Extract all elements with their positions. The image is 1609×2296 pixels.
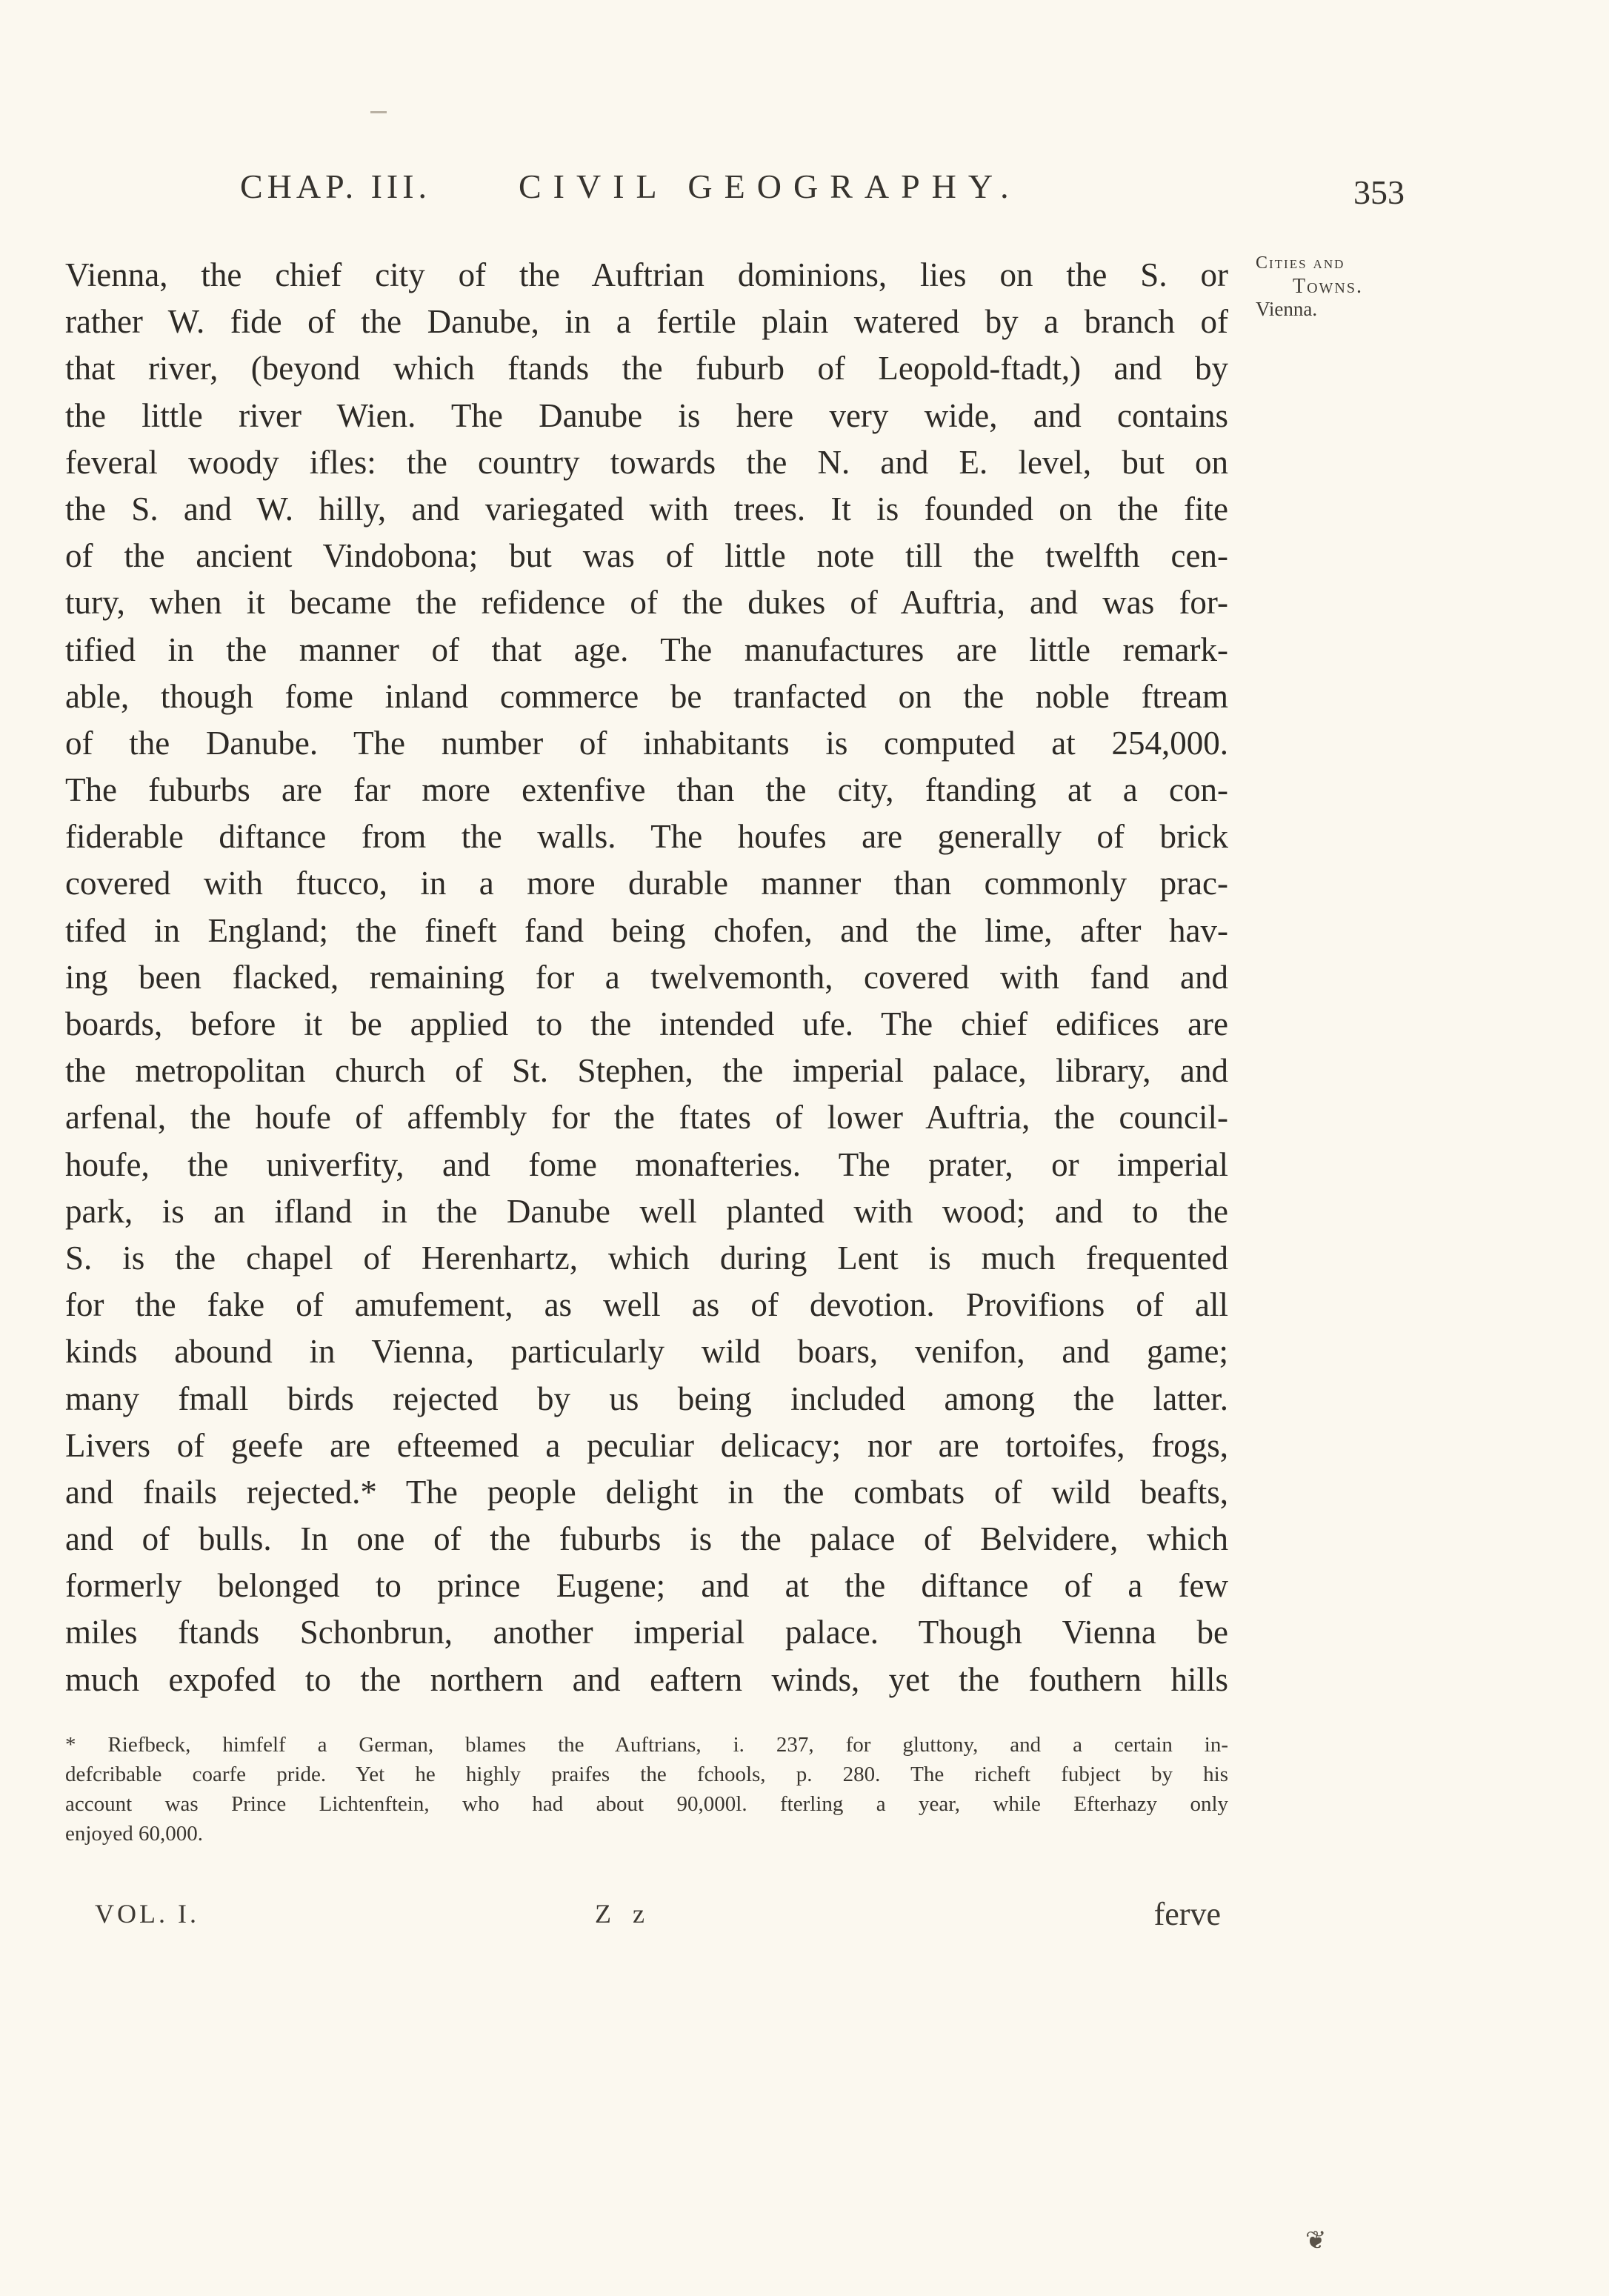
text-line: much expofed to the northern and eaftern winds, yet the fouthern hills xyxy=(65,1660,1228,1698)
footnote-line: account was Prince Lichtenftein, who had about 90,000l. fterling a year, while Efterhazy only xyxy=(65,1792,1228,1816)
text-line: covered with ftucco, in a more durable manner than commonly prac- xyxy=(65,865,1228,902)
footnote-line: defcribable coarfe pride. Yet he highly praifes the fchools, p. 280. The richeft fubject by his xyxy=(65,1763,1228,1786)
margin-note-line: Vienna. xyxy=(1256,298,1318,320)
ornament-icon: ❦ xyxy=(1305,2227,1327,2255)
margin-note xyxy=(1256,252,1426,321)
text-line: of the Danube. The number of inhabitants is computed at 254,000. xyxy=(65,724,1228,762)
text-line: formerly belonged to prince Eugene; and at the diftance of a few xyxy=(65,1567,1228,1605)
page-footer xyxy=(65,1898,1228,1935)
text-line: The fuburbs are far more extenfive than the city, ftanding at a con- xyxy=(65,771,1228,809)
text-line: S. is the chapel of Herenhartz, which during Lent is much frequented xyxy=(65,1239,1228,1277)
text-line: park, is an ifland in the Danube well planted with wood; and to the xyxy=(65,1192,1228,1230)
text-line: feveral woody ifles: the country towards the N. and E. level, but on xyxy=(65,443,1228,481)
text-line: ing been flacked, remaining for a twelvemonth, covered with fand and xyxy=(65,958,1228,996)
margin-note-line: Cities and xyxy=(1256,253,1345,273)
text-line: the S. and W. hilly, and variegated with trees. It is founded on the fite xyxy=(65,490,1228,528)
text-line: tified in the manner of that age. The manufactures are little remark- xyxy=(65,630,1228,668)
page-number: 353 xyxy=(1353,173,1405,211)
top-rule-mark xyxy=(370,111,387,113)
footnote xyxy=(65,1730,1228,1849)
signature-mark: Z z xyxy=(595,1899,652,1929)
text-line: the little river Wien. The Danube is here very wide, and contains xyxy=(65,396,1228,434)
text-line: of the ancient Vindobona; but was of little note till the twelfth cen- xyxy=(65,537,1228,575)
text-line: tury, when it became the refidence of the dukes of Auftria, and was for- xyxy=(65,584,1228,622)
text-line: tifed in England; the fineft fand being chofen, and the lime, after hav- xyxy=(65,911,1228,949)
text-line: for the fake of amufement, as well as of devotion. Provifions of all xyxy=(65,1286,1228,1324)
text-line: rather W. fide of the Danube, in a fertile plain watered by a branch of xyxy=(65,303,1228,341)
text-line: boards, before it be applied to the intended ufe. The chief edifices are xyxy=(65,1005,1228,1042)
footnote-line: enjoyed 60,000. xyxy=(65,1822,204,1846)
text-line: kinds abound in Vienna, particularly wild boars, venifon, and game; xyxy=(65,1333,1228,1371)
text-line: and fnails rejected.* The people delight in the combats of wild beafts, xyxy=(65,1473,1228,1511)
text-line: Vienna, the chief city of the Auftrian dominions, lies on the S. or xyxy=(65,256,1228,293)
catchword: ferve xyxy=(1153,1896,1221,1932)
footnote-line: * Riefbeck, himfelf a German, blames the Auftrians, i. 237, for gluttony, and a certain in- xyxy=(65,1733,1228,1757)
text-line: and of bulls. In one of the fuburbs is the palace of Belvidere, which xyxy=(65,1520,1228,1558)
text-line: that river, (beyond which ftands the fuburb of Leopold-ftadt,) and by xyxy=(65,350,1228,387)
main-text xyxy=(65,252,1228,1703)
chapter-title: CIVIL GEOGRAPHY. xyxy=(519,167,1021,205)
chapter-label: CHAP. III. xyxy=(240,167,432,205)
text-line: the metropolitan church of St. Stephen, the imperial palace, library, and xyxy=(65,1052,1228,1090)
volume-label: VOL. I. xyxy=(95,1899,199,1929)
margin-note-line: Towns. xyxy=(1293,275,1363,298)
text-line: able, though fome inland commerce be tranfacted on the noble ftream xyxy=(65,677,1228,715)
text-line: miles ftands Schonbrun, another imperial palace. Though Vienna be xyxy=(65,1614,1228,1651)
text-line: fiderable diftance from the walls. The houfes are generally of brick xyxy=(65,818,1228,856)
text-line: Livers of geefe are efteemed a peculiar delicacy; nor are tortoifes, frogs, xyxy=(65,1426,1228,1464)
text-line: many fmall birds rejected by us being included among the latter. xyxy=(65,1380,1228,1417)
text-line: houfe, the univerfity, and fome monafteries. The prater, or imperial xyxy=(65,1145,1228,1183)
text-line: arfenal, the houfe of affembly for the ftates of lower Auftria, the council- xyxy=(65,1099,1228,1137)
